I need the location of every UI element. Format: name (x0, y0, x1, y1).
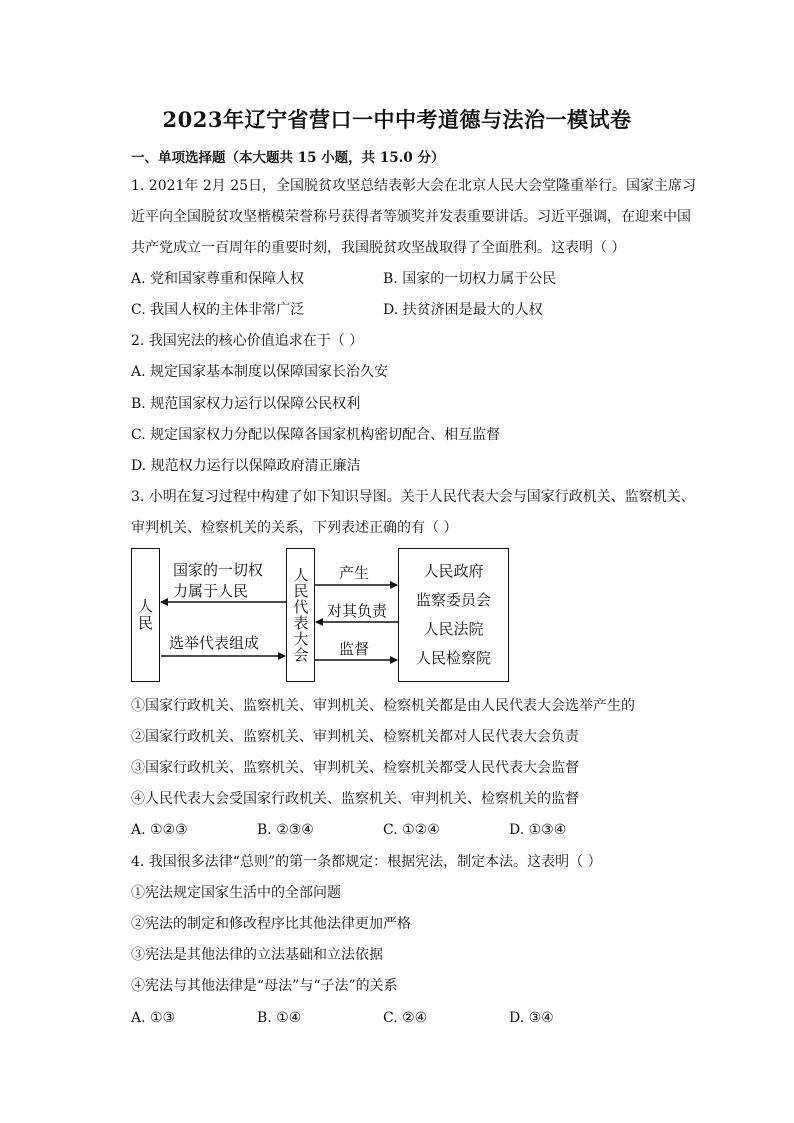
q2-option-b: B. 规范国家权力运行以保障公民权利 (131, 396, 361, 412)
section-heading: 一、单项选择题（本大题共 15 小题，共 15.0 分） (131, 150, 445, 166)
q3-line-2: 审判机关、检察机关的关系，下列表述正确的有（ ） (131, 520, 458, 536)
organ-government: 人民政府 (423, 562, 484, 580)
q1-line-1: 1. 2021年 2月 25日，全国脱贫攻坚总结表彰大会在北京人民大会堂隆重举行。国家主席习 (131, 178, 697, 194)
q1-option-c: C. 我国人权的主体非常广泛 (131, 302, 305, 318)
page-title: 2023年辽宁省营口一中中考道德与法治一模试卷 (162, 107, 632, 132)
q3-statement-3: ③国家行政机关、监察机关、审判机关、检察机关都受人民代表大会监督 (131, 760, 579, 776)
q4-stem: 4. 我国很多法律“总则”的第一条都规定：根据宪法，制定本法。这表明（ ） (131, 854, 602, 870)
label-responsible: 对其负责 (327, 602, 388, 620)
label-elect: 选举代表组成 (169, 634, 260, 652)
q1-option-a: A. 党和国家尊重和保障人权 (131, 271, 305, 287)
q3-option-c: C. ①②④ (383, 822, 440, 838)
organ-procuratorate: 人民检察院 (415, 649, 491, 667)
knowledge-map-diagram (131, 548, 511, 682)
q1-option-d: D. 扶贫济困是最大的人权 (383, 302, 543, 318)
q1-line-2: 近平向全国脱贫攻坚楷模荣誉称号获得者等颁奖并发表重要讲话。习近平强调，在迎来中国 (131, 209, 691, 225)
q2-stem: 2. 我国宪法的核心价值追求在于（ ） (131, 333, 364, 349)
q4-option-c: C. ②④ (383, 1010, 428, 1026)
q3-option-a: A. ①②③ (131, 822, 188, 838)
q3-option-b: B. ②③④ (257, 822, 314, 838)
q4-statement-3: ③宪法是其他法律的立法基础和立法依据 (131, 947, 383, 963)
label-produce: 产生 (339, 564, 370, 582)
label-power-line-2: 力属于人民 (173, 582, 249, 600)
q3-option-d: D. ①③④ (509, 822, 567, 838)
q2-option-d: D. 规范权力运行以保障政府清正廉洁 (131, 458, 361, 474)
q3-line-1: 3. 小明在复习过程中构建了如下知识导图。关于人民代表大会与国家行政机关、监察机关、 (131, 489, 695, 505)
q4-option-a: A. ①③ (131, 1010, 176, 1026)
q2-option-a: A. 规定国家基本制度以保障国家长治久安 (131, 364, 389, 380)
npc-box: 人民代表大会 (286, 548, 315, 682)
q4-option-d: D. ③④ (509, 1010, 554, 1026)
q1-option-b: B. 国家的一切权力属于公民 (383, 271, 557, 287)
q4-statement-1: ①宪法规定国家生活中的全部问题 (131, 885, 341, 901)
organ-court: 人民法院 (423, 620, 484, 638)
q3-statement-1: ①国家行政机关、监察机关、审判机关、检察机关都是由人民代表大会选举产生的 (131, 698, 635, 714)
state-organs-box (398, 548, 509, 682)
label-supervise: 监督 (339, 640, 370, 658)
organ-supervisory-commission: 监察委员会 (415, 591, 491, 609)
q3-statement-4: ④人民代表大会受国家行政机关、监察机关、审判机关、检察机关的监督 (131, 791, 579, 807)
q2-option-c: C. 规定国家权力分配以保障各国家机构密切配合、相互监督 (131, 427, 501, 443)
q3-statement-2: ②国家行政机关、监察机关、审判机关、检察机关都对人民代表大会负责 (131, 729, 579, 745)
label-power-line-1: 国家的一切权 (173, 561, 264, 579)
q4-statement-4: ④宪法与其他法律是“母法”与“子法”的关系 (131, 978, 398, 994)
q1-line-3: 共产党成立一百周年的重要时刻，我国脱贫攻坚战取得了全面胜利。这表明（ ） (131, 240, 626, 256)
people-box: 人民 (131, 548, 160, 682)
q4-option-b: B. ①④ (257, 1010, 302, 1026)
q4-statement-2: ②宪法的制定和修改程序比其他法律更加严格 (131, 916, 411, 932)
